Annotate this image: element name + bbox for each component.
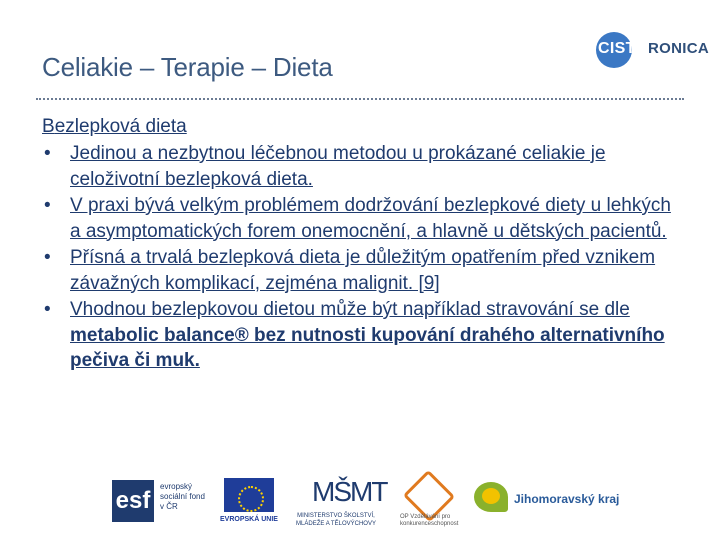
jk-logo-text: Jihomoravský kraj: [514, 492, 620, 506]
footer-logos: [108, 470, 668, 532]
eu-flag-icon: [224, 478, 274, 512]
list-item-text: V praxi bývá velkým problémem dodržování bezlepkové diety u lehkých a asymptomatických forem onemocnění, a hlavně u dětských pacientů.: [70, 195, 671, 242]
msmt-logo-mark: MŠMT: [312, 476, 387, 507]
eu-logo-text: EVROPSKÁ UNIE: [220, 516, 278, 523]
esf-logo-mark: esf: [112, 480, 154, 522]
heading-initial: B: [42, 116, 55, 137]
list-item-text: Vhodnou bezlepkovou dietou může být například stravování se dle: [70, 299, 630, 320]
bullet-list: [42, 141, 682, 374]
bullet-icon: •: [44, 195, 51, 216]
op-vk-logo-text: OP Vzdělávání pro konkurenceschopnost: [400, 514, 459, 527]
esf-logo: [108, 476, 208, 526]
list-item: [42, 141, 682, 192]
bullet-icon: •: [44, 247, 51, 268]
bullet-icon: •: [44, 143, 51, 164]
jk-logo-sun-icon: [482, 488, 500, 504]
title-divider: [36, 98, 684, 100]
op-vk-logo: [400, 476, 460, 532]
logo-text-part-a: CIST: [598, 40, 636, 57]
esf-logo-text: evropský sociální fond v ČR: [160, 482, 205, 511]
jihomoravsky-kraj-logo: [470, 476, 660, 526]
slide-content: [42, 114, 682, 374]
list-item: [42, 297, 682, 374]
slide-title: Celiakie – Terapie – Dieta: [42, 52, 333, 82]
bullet-icon: •: [44, 299, 51, 320]
list-item: [42, 193, 682, 244]
logo-text-part-b: RONICA: [648, 40, 709, 57]
cistronica-logo: [592, 30, 710, 70]
list-item-text: Jedinou a nezbytnou léčebnou metodou u prokázané celiakie je celoživotní bezlepková dieta.: [70, 143, 606, 190]
msmt-logo: [288, 476, 387, 532]
list-item-bold-text: metabolic balance® bez nutnosti kupování drahého alternativního pečiva či muk.: [70, 324, 665, 371]
heading-rest: ezlepková dieta: [54, 116, 187, 137]
list-item-text: Přísná a trvalá bezlepková dieta je důležitým opatřením před vznikem závažných komplikací, zejména malignit. [9]: [70, 247, 656, 294]
list-item: [42, 245, 682, 296]
eu-flag-logo: [220, 476, 280, 526]
msmt-logo-text: MINISTERSTVO ŠKOLSTVÍ, MLÁDEŽE A TĚLOVÝCHOVY: [296, 513, 376, 527]
section-heading: [42, 114, 682, 140]
eu-stars-icon: [238, 486, 264, 512]
